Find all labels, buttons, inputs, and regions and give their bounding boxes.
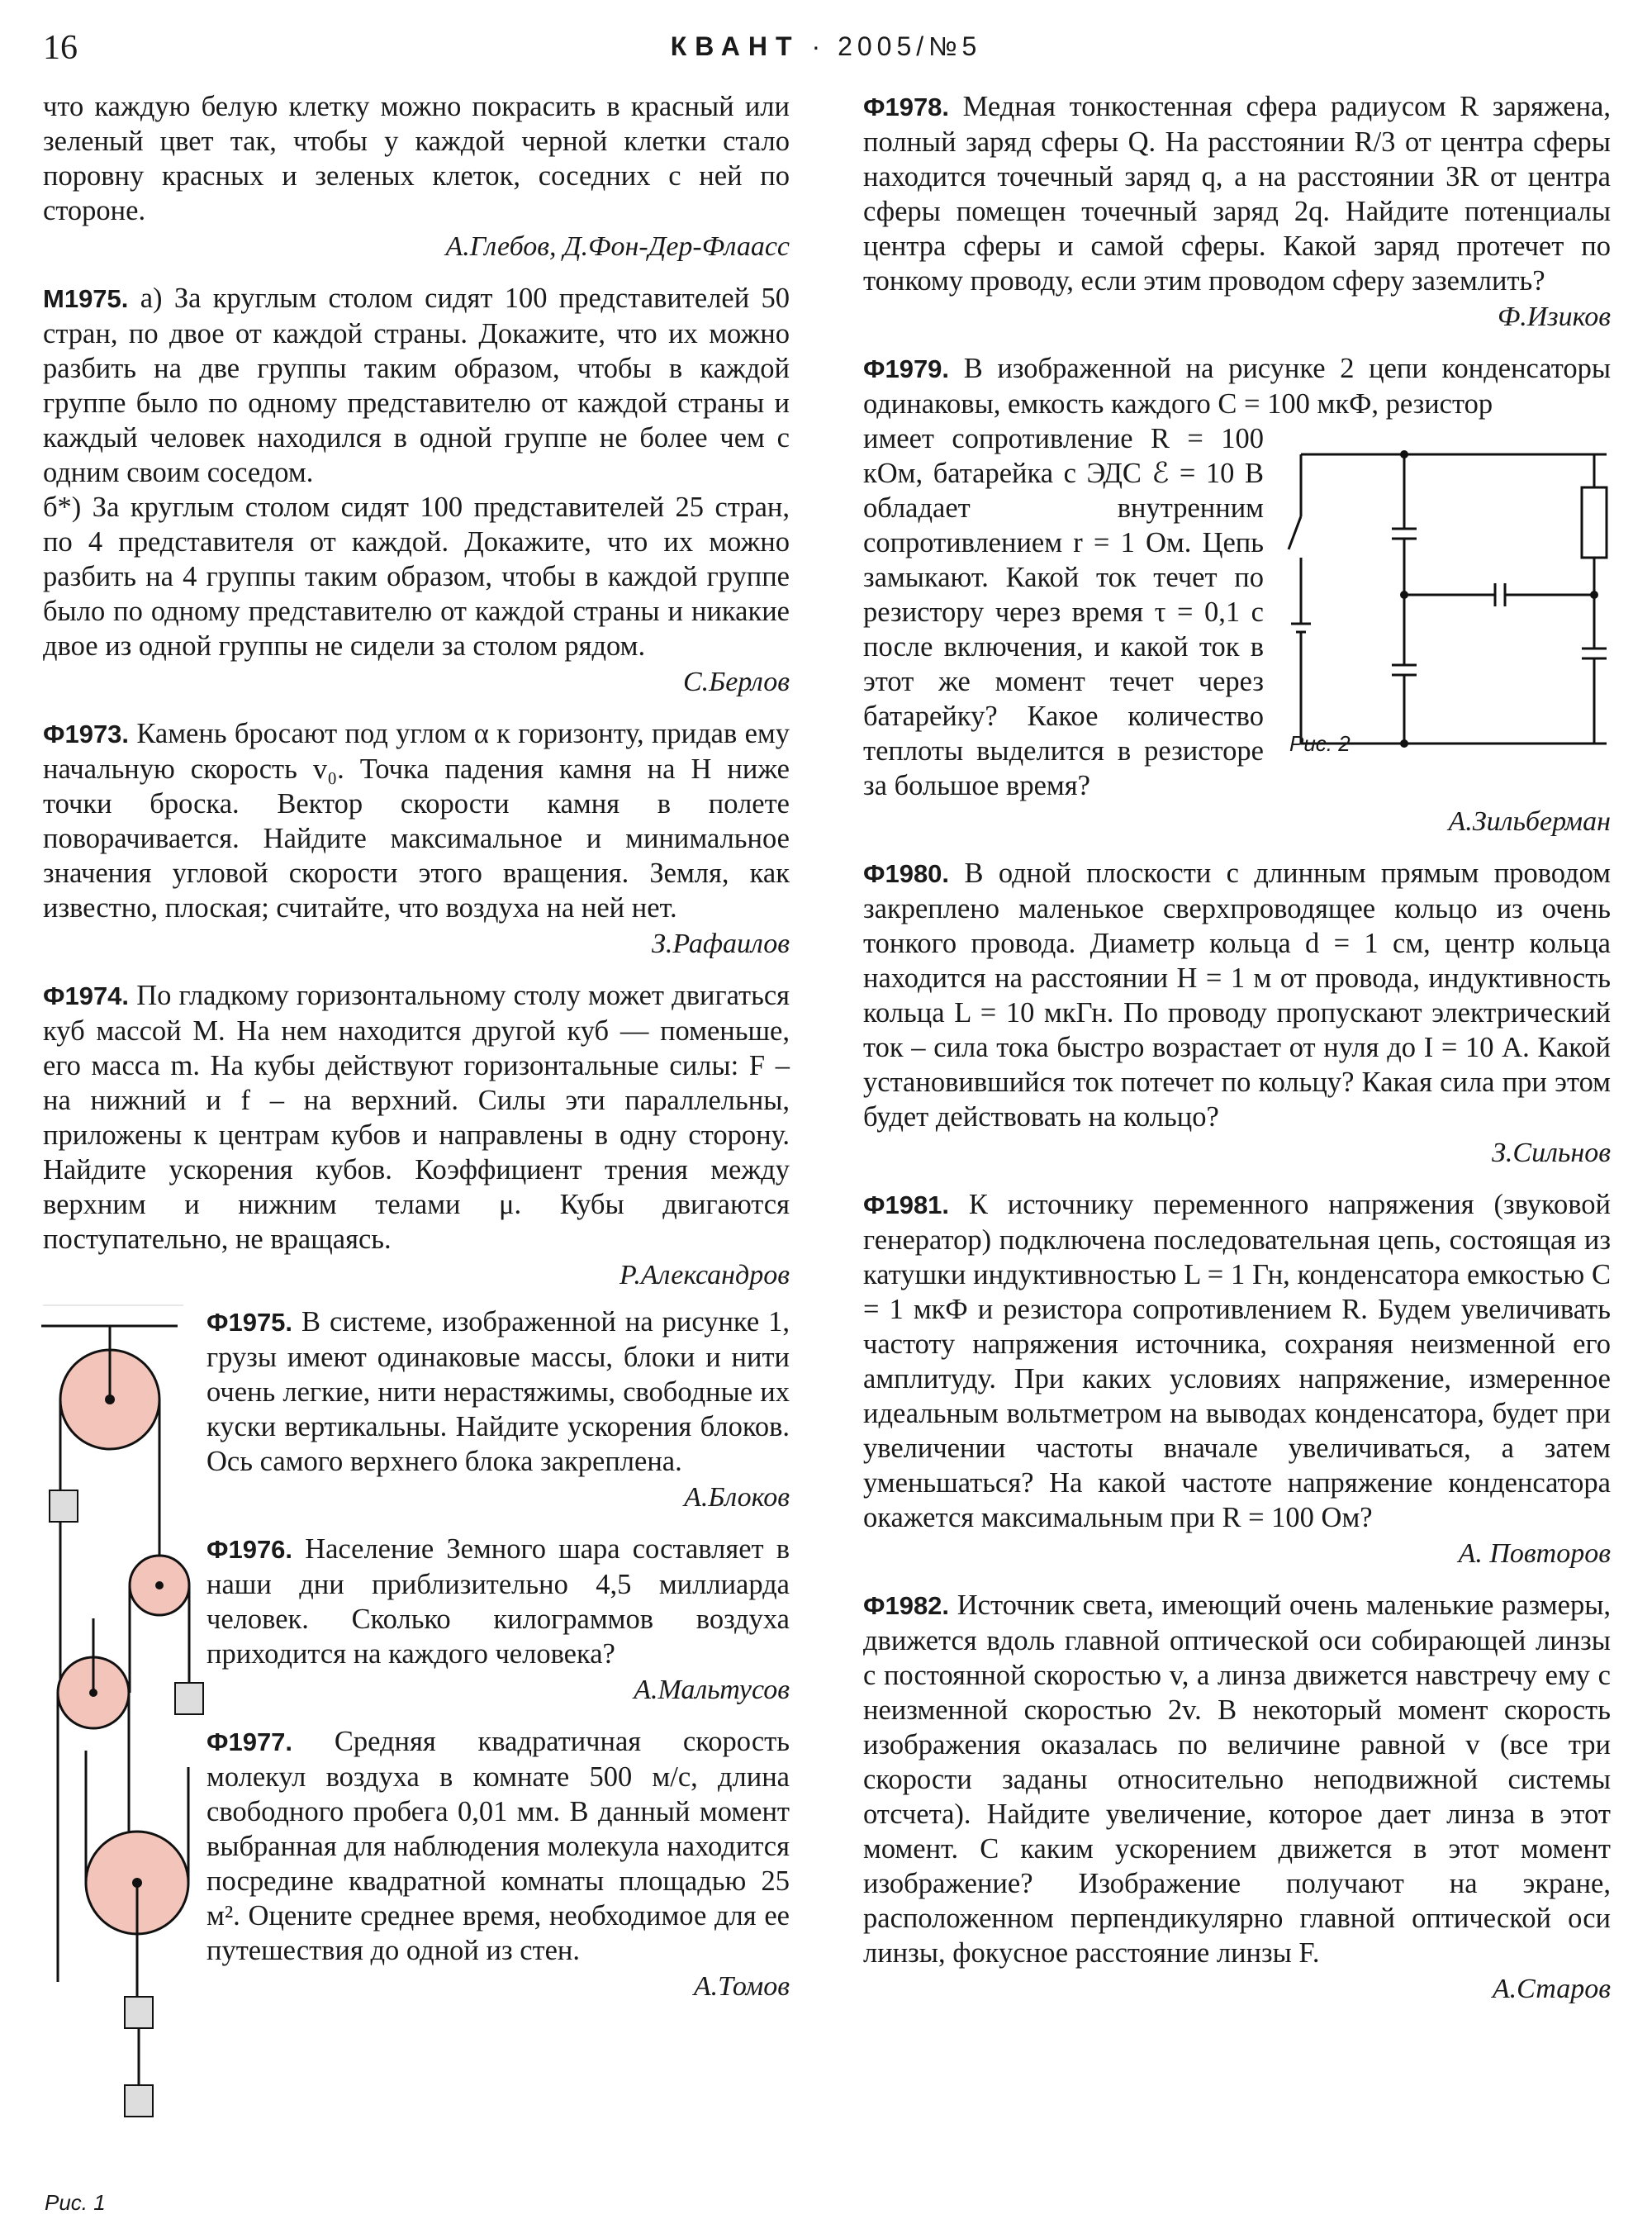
problem-author: А.Старов [1492,1974,1611,2004]
right-column [863,89,1611,2007]
problem-f1982 [863,1588,1611,2007]
problem-text: Медная тонкостенная сфера радиусом R заряжена, полный заряд сферы Q. На расстоянии R/3 от центра сферы находится точечный заряд q, а на расстоянии 3R от центра сферы помещен точечный заряд 2q. Найдите потенциалы центра сферы и самой сферы. Какой заряд протечет по тонкому проводу, если этим проводом сферу заземлить? [863,91,1611,297]
intro-author: А.Глебов, Д.Фон-Дер-Флаасс [445,231,790,262]
problem-text: К источнику переменного напряжения (звуковой генератор) подключена последовательная цепь, состоящая из катушки индуктивностью L = 1 Гн, конденсатора емкостью C = 1 мкФ и резистора сопротивлением R. Будем увеличивать частоту напряжения источника, сохраняя неизменной его амплитуду. При каких условиях напряжение, измеренное идеальным вольтметром на выводах конденсатора, будет при увеличении частоты вначале увеличиваться, а затем уменьшаться? На какой частоте напряжение конденсатора окажется максимальным при R = 100 Ом? [863,1189,1611,1533]
problem-author: А. Повторов [1458,1538,1611,1569]
problem-author: З.Сильнов [1492,1138,1611,1168]
problem-author: А.Томов [693,1971,790,2002]
problem-code: Ф1974. [43,981,130,1010]
problem-text-b: б*) За круглым столом сидят 100 представителей 25 стран, по 4 представителя от каждой. Докажите, что их можно разбить на 4 группы таким образом, чтобы в каждой группе было по одному представителю от каждой страны и никакие двое из одной группы не сидели за столом рядом. [43,492,790,662]
journal-title [0,31,1652,62]
problem-f1979 [863,351,1611,839]
page-header [0,0,1652,91]
page-number: 16 [43,29,78,67]
problem-text: В системе, изображенной на рисунке 1, грузы имеют одинаковые массы, блоки и нити очень легкие, нити нерастяжимы, свободные их куски вертикальны. Найдите ускорения блоков. Ось самого верхнего блока закреплена. [206,1306,790,1477]
intro-text: что каждую белую клетку можно покрасить в красный или зеленый цвет так, чтобы у каждой черной клетки стало поровну красных и зеленых клеток, соседних с ней по стороне. [43,91,790,226]
problem-code: Ф1982. [863,1591,950,1620]
problem-text: По гладкому горизонтальному столу может двигаться куб массой M. На нем находится другой куб — поменьше, его масса m. На кубы действуют горизонтальные силы: F – на нижний и f – на верхний. Силы эти параллельны, приложены к центрам кубов и направлены в одну сторону. Найдите ускорения кубов. Коэффициент трения между верхним и нижним телами μ. Кубы двигаются поступательно, не вращаясь. [43,980,790,1255]
figure-2-caption: Рис. 2 [1289,731,1351,756]
problem-text: Камень бросают под углом α к горизонту, придав ему начальную скорость v₀. Точка падения камня на H ниже точки броска. Вектор скорости камня в полете поворачивается. Найдите максимальное и минимальное значения угловой скорости этого вращения. Земля, как известно, плоская; считайте, что воздуха на ней нет. [43,718,790,924]
left-column [43,89,790,2238]
problem-code: Ф1980. [863,859,950,888]
pulley-section [43,1304,790,2238]
problem-text-wrapped: имеет сопротивление R = 100 кОм, батарейка с ЭДС ℰ = 10 В обладает внутренним сопротивлением r = 1 Ом. Цепь замыкают. Какой ток течет по резистору через время τ = 0,1 с после включения, и какой ток в этот же момент течет через батарейку? Какое количество теплоты выделится в резисторе за большое время? [863,423,1264,801]
problem-author: С.Берлов [682,667,790,697]
problem-code: Ф1977. [206,1727,293,1756]
problem-code: Ф1975. [206,1308,293,1337]
problem-text: Источник света, имеющий очень маленькие размеры, движется вдоль главной оптической оси собирающей линзы с постоянной скоростью v, а линза движется навстречу ему с неизменной скоростью 2v. В некоторый момент скорость изображения оказалась по величине равной v (все три скорости заданы относительно неподвижной системы отсчета). Найдите увеличение, которое дает линза в этот момент. С каким ускорением движется в этот момент изображение? Изображение получают на экране, расположенном перпендикулярно главной оптической оси линзы, фокусное расстояние линзы F. [863,1589,1611,1969]
problem-m1975 [43,281,790,700]
problem-f1973 [43,716,790,962]
problem-code: Ф1979. [863,354,950,383]
problem-text: Население Земного шара составляет в наши дни приблизительно 4,5 миллиарда человек. Сколько килограммов воздуха приходится на каждого человека? [206,1533,790,1670]
journal-issue: · 2005/№5 [811,31,982,61]
problem-author: А.Мальтусов [634,1675,790,1705]
problem-text: Средняя квадратичная скорость молекул воздуха в комнате 500 м/с, длина свободного пробега 0,01 мм. В данный момент выбранная для наблюдения молекула находится посредине квадратной комнаты площадью 25 м². Оцените среднее время, необходимое для ее путешествия до одной из стен. [206,1726,790,1966]
problem-f1980 [863,856,1611,1171]
problem-text: В одной плоскости с длинным прямым проводом закреплено маленькое сверхпроводящее кольцо из очень тонкого провода. Диаметр кольца d = 1 см, центр кольца находится на расстоянии H = 1 м от провода, индуктивность кольца L = 10 мкГн. По проводу пропускают электрический ток – сила тока быстро возрастает от нуля до I = 10 А. Какой установившийся ток потечет по кольцу? Какая сила при этом будет действовать на кольцо? [863,858,1611,1133]
problem-f1975 [206,1304,790,1515]
problem-f1981 [863,1187,1611,1571]
figure-1-caption: Рис. 1 [45,2190,106,2215]
problem-code: Ф1981. [863,1190,950,1219]
problem-f1977 [206,1724,790,2004]
problem-author: А.Зильберман [1448,806,1611,837]
problem-code: Ф1976. [206,1535,293,1564]
problem-author: Р.Александров [619,1260,790,1290]
problem-f1974 [43,978,790,1293]
problem-f1976 [206,1532,790,1708]
pulley-side-text [206,1304,790,2004]
problem-author: А.Блоков [684,1482,790,1513]
problem-text-top: В изображенной на рисунке 2 цепи конденсаторы одинаковы, емкость каждого C = 100 мкФ, резистор [863,353,1612,420]
problem-text-a: а) За круглым столом сидят 100 представителей 50 стран, по двое от каждой страны. Докажите, что их можно разбить на две группы таким образом, чтобы в каждой группе было по одному представителю от каждой страны и каждый человек находился в одной группе не более чем с одним своим соседом. [43,283,790,488]
problem-code: Ф1978. [863,93,950,121]
journal-name: КВАНТ [670,31,800,61]
problem-author: З.Рафаилов [652,929,790,959]
problem-f1978 [863,89,1611,335]
problem-code: М1975. [43,284,129,313]
figure-2-circuit [1284,438,1623,760]
problem-code: Ф1973. [43,720,130,748]
problem-author: Ф.Изиков [1497,302,1611,332]
figure-1-pulley-system [0,1304,240,2205]
